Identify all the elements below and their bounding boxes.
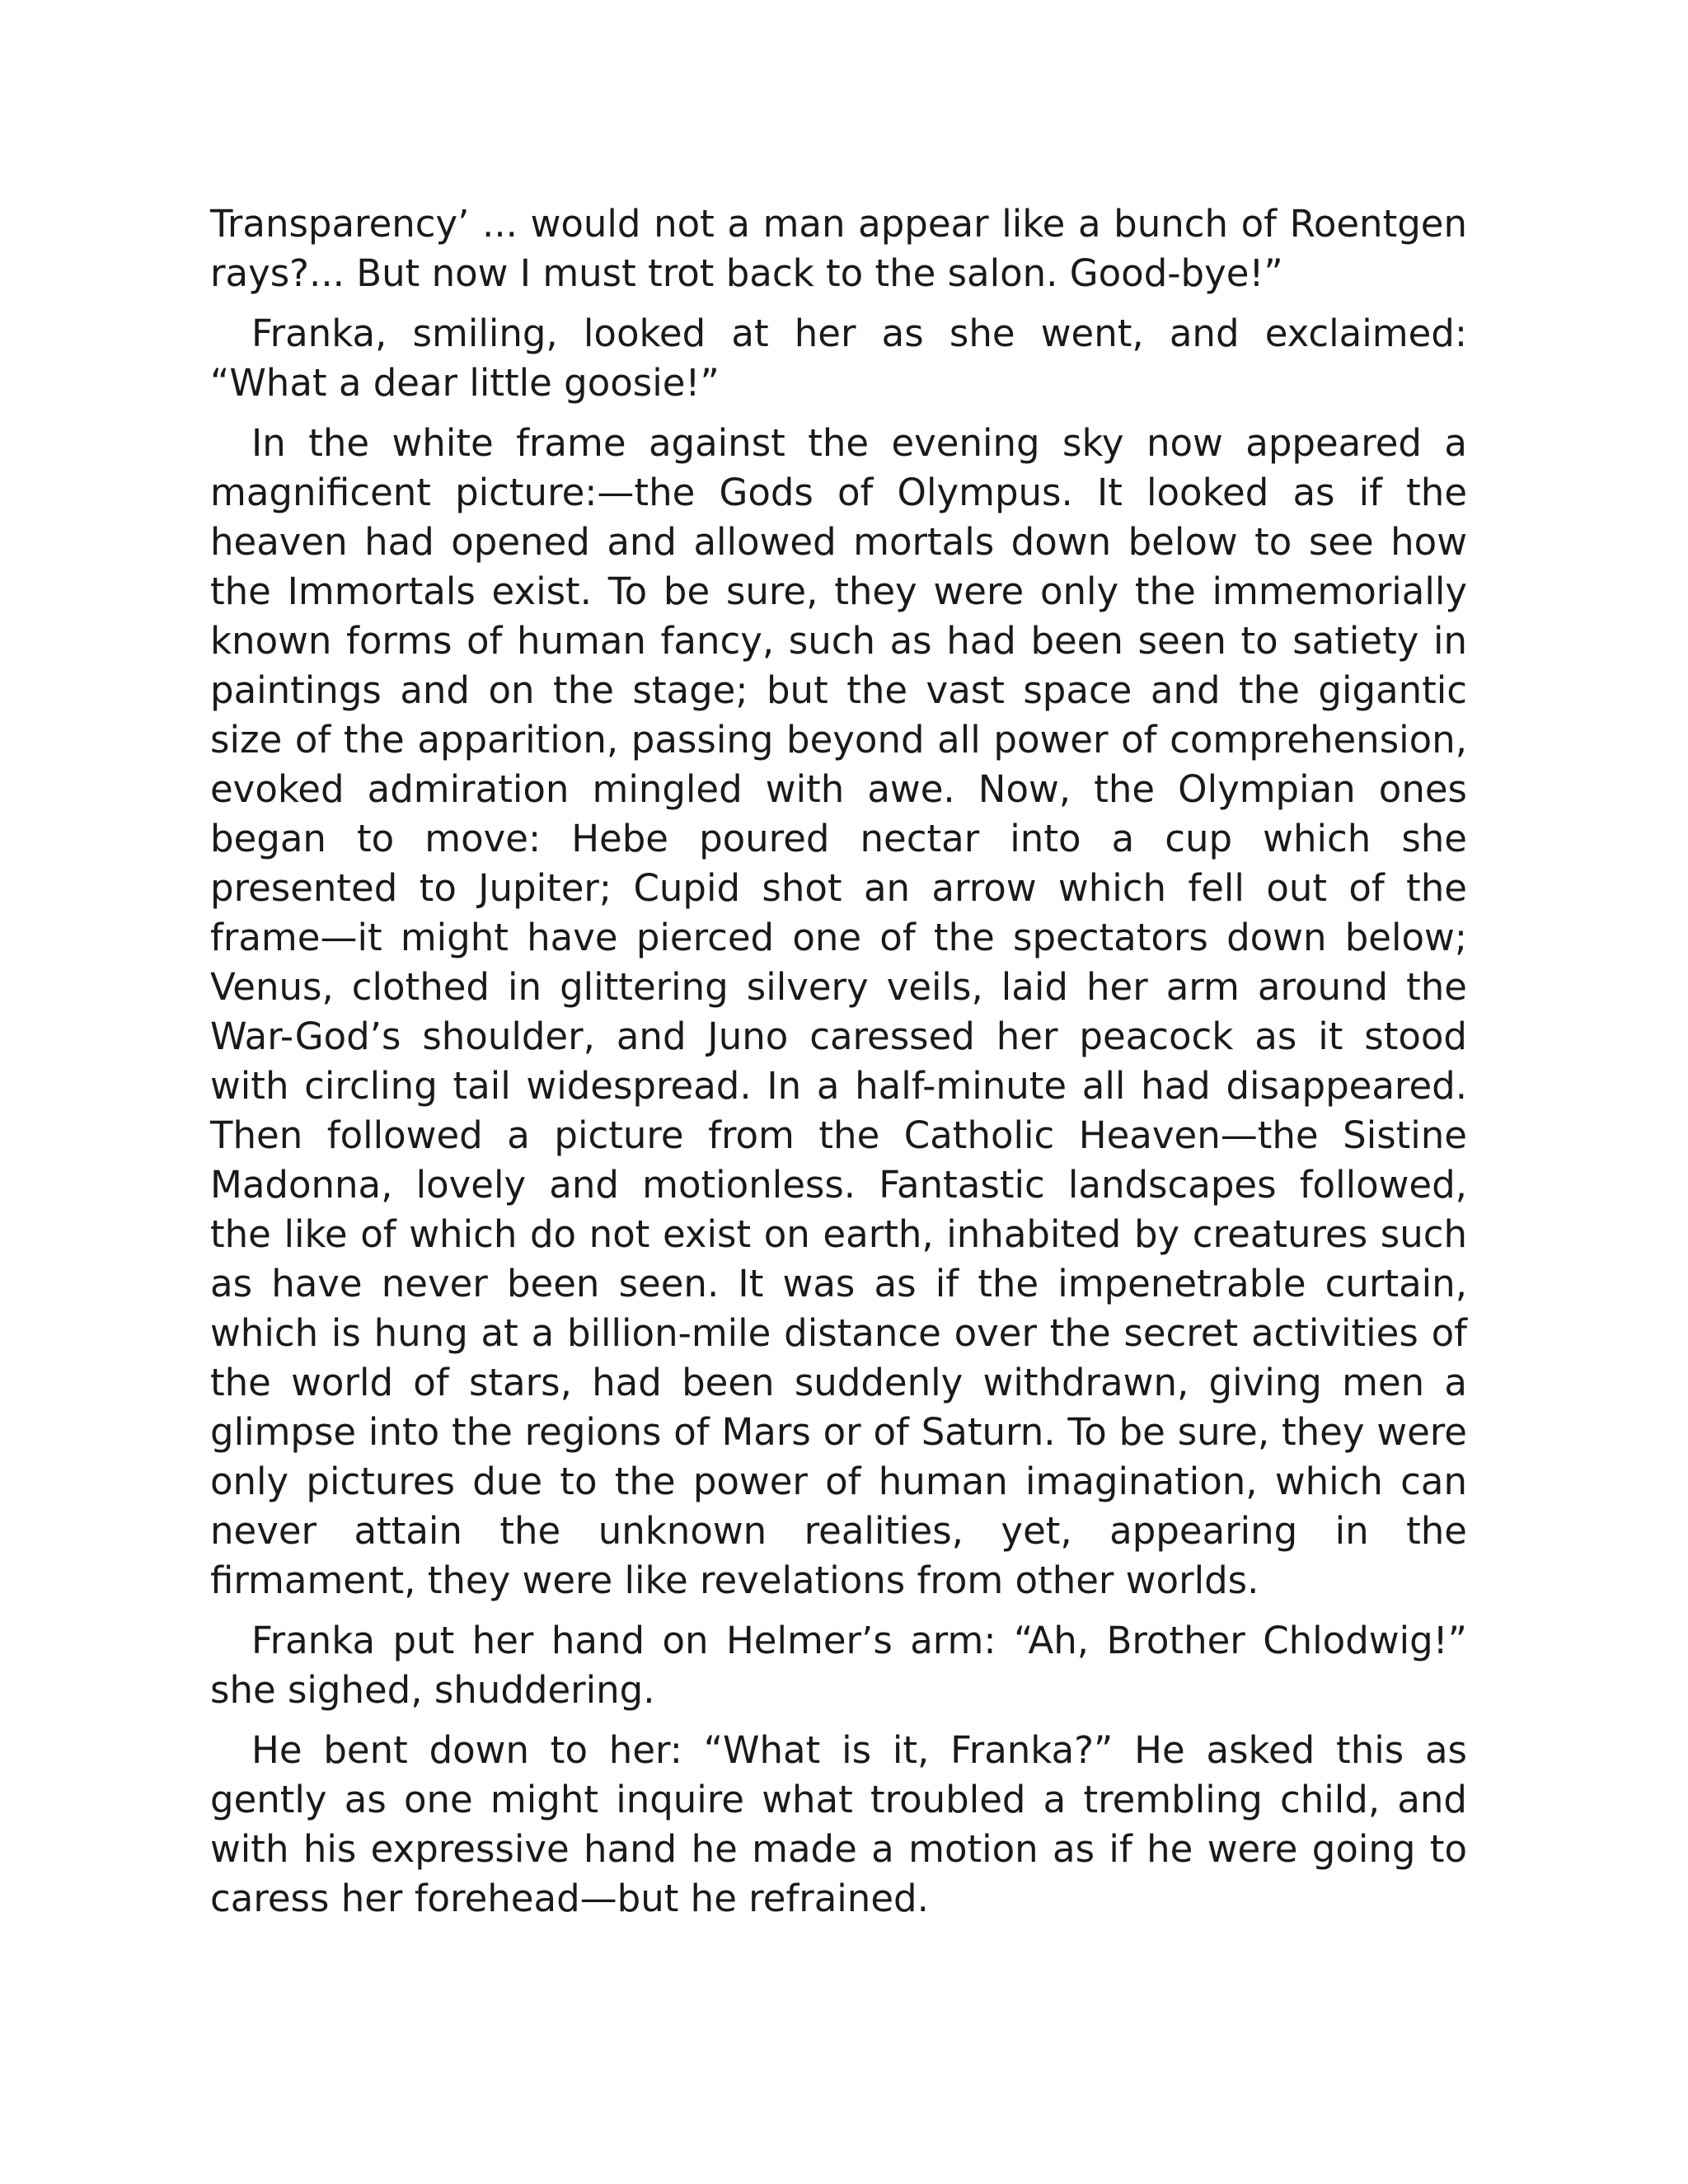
paragraph-2: Franka, smiling, looked at her as she went, and exclaimed: “What a dear little goosie!” (210, 312, 1467, 405)
page-body (210, 199, 1467, 1934)
paragraph-5: He bent down to her: “What is it, Franka?” He asked this as gently as one might inquire what troubled a trembling child, and with his expressive hand he made a motion as if he were going to caress her forehead—but he refrained. (210, 1728, 1467, 1920)
paragraph-3: In the white frame against the evening sky now appeared a magnificent picture:—the Gods of Olympus. It looked as if the heaven had opened and allowed mortals down below to see how the Immortals exist. To be sure, they were only the immemorially known forms of human fancy, such as had been seen to satiety in paintings and on the stage; but the vast space and the gigantic size of the apparition, passing beyond all power of comprehension, evoked admiration mingled with awe. Now, the Olympian ones began to move: Hebe poured nectar into a cup which she presented to Jupiter; Cupid shot an arrow which fell out of the frame—it might have pierced one of the spectators down below; Venus, clothed in glittering silvery veils, laid her arm around the War-God’s shoulder, and Juno caressed her peacock as it stood with circling tail widespread. In a half-minute all had disappeared. Then followed a picture from the Catholic Heaven—the Sistine Madonna, lovely and motionless. Fantastic landscapes followed, the like of which do not exist on earth, inhabited by creatures such as have never been seen. It was as if the impenetrable curtain, which is hung at a billion-mile distance over the secret activities of the world of stars, had been suddenly withdrawn, giving men a glimpse into the regions of Mars or of Saturn. To be sure, they were only pictures due to the power of human imagination, which can never attain the unknown realities, yet, appearing in the firmament, they were like revelations from other worlds. (210, 421, 1467, 1602)
paragraph-4: Franka put her hand on Helmer’s arm: “Ah, Brother Chlodwig!” she sighed, shuddering. (210, 1619, 1467, 1712)
paragraph-1: Transparency’ ... would not a man appear like a bunch of Roentgen rays?... But now I must trot back to the salon. Good-bye!” (210, 202, 1467, 295)
